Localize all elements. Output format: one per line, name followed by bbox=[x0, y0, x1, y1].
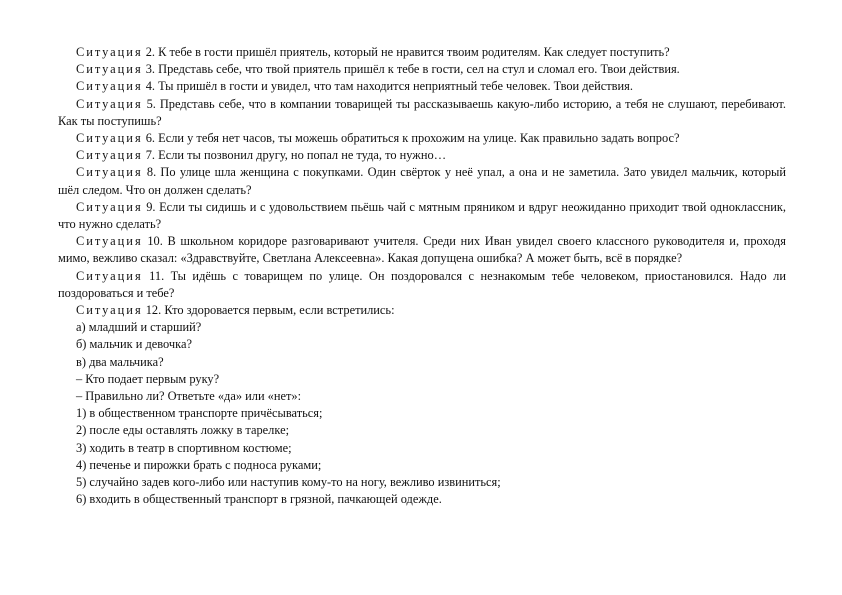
situation-text: 5. Представь себе, что в компании товарищей ты рассказываешь какую-либо историю, а тебя не слушают, перебивают. Как ты поступишь? bbox=[58, 96, 786, 128]
situation-10 bbox=[58, 233, 786, 267]
situation-9 bbox=[58, 199, 786, 233]
situation-3 bbox=[58, 61, 786, 78]
situation-text: 8. По улице шла женщина с покупками. Один свёрток у неё упал, а она и не заметила. Зато увидел мальчик, который шёл следом. Что он должен сделать? bbox=[58, 165, 786, 197]
situation-label: Ситуация bbox=[76, 268, 143, 283]
situation-8 bbox=[58, 164, 786, 198]
situation-4 bbox=[58, 78, 786, 95]
situation-label: Ситуация bbox=[76, 148, 143, 163]
situation-label: Ситуация bbox=[76, 234, 143, 249]
situation-label: Ситуация bbox=[76, 62, 143, 77]
list-item: 4) печенье и пирожки брать с подноса руками; bbox=[76, 457, 322, 472]
list-item: в) два мальчика? bbox=[76, 354, 164, 369]
situation-label: Ситуация bbox=[76, 79, 143, 94]
list-item: 2) после еды оставлять ложку в тарелке; bbox=[76, 423, 290, 438]
list-item: 6) входить в общественный транспорт в грязной, пачкающей одежде. bbox=[76, 492, 442, 507]
situation-7 bbox=[58, 147, 786, 164]
situation-text: 4. Ты пришёл в гости и увидел, что там находится неприятный тебе человек. Твои действия. bbox=[142, 79, 633, 94]
situation-6 bbox=[58, 130, 786, 147]
list-item: – Кто подает первым руку? bbox=[76, 371, 220, 386]
situation-text: 3. Представь себе, что твой приятель пришёл к тебе в гости, сел на стул и сломал его. Твои действия. bbox=[142, 62, 680, 77]
situation-text: 2. К тебе в гости пришёл приятель, который не нравится твоим родителям. Как следует поступить? bbox=[142, 45, 670, 59]
document-page bbox=[58, 44, 786, 508]
situation-5 bbox=[58, 96, 786, 130]
situation-label: Ситуация bbox=[76, 165, 143, 180]
situation-2 bbox=[58, 44, 786, 61]
list-item: 1) в общественном транспорте причёсываться; bbox=[76, 406, 323, 421]
situation-text: 12. Кто здоровается первым, если встретились: bbox=[142, 303, 395, 318]
list-item: б) мальчик и девочка? bbox=[76, 337, 192, 352]
situation-label: Ситуация bbox=[76, 303, 143, 318]
list-item: – Правильно ли? Ответьте «да» или «нет»: bbox=[76, 389, 302, 404]
situation-label: Ситуация bbox=[76, 45, 143, 59]
situation-text: 9. Если ты сидишь и с удовольствием пьёшь чай с мятным пряником и вдруг неожиданно приходит твой одноклассник, что нужно сделать? bbox=[58, 199, 786, 232]
list-item: а) младший и старший? bbox=[76, 320, 202, 335]
situation-text: 10. В школьном коридоре разговаривают учителя. Среди них Иван увидел своего классного руководителя и, проходя мимо, вежливо сказал: «Здравствуйте, Светлана Алексеевна». Какая допущена ошибка? А может быть, всё в порядке? bbox=[58, 234, 786, 266]
situation-text: 11. Ты идёшь с товарищем по улице. Он поздоровался с незнакомым тебе человеком, приостановился. Надо ли поздороваться и тебе? bbox=[58, 268, 786, 300]
list-item: 3) ходить в театр в спортивном костюме; bbox=[76, 440, 292, 455]
situation-text: 6. Если у тебя нет часов, ты можешь обратиться к прохожим на улице. Как правильно задать вопрос? bbox=[142, 131, 680, 146]
situation-11 bbox=[58, 268, 786, 302]
situation-text: 7. Если ты позвонил другу, но попал не туда, то нужно… bbox=[142, 148, 447, 163]
situation-12 bbox=[58, 302, 786, 319]
situation-label: Ситуация bbox=[76, 131, 143, 146]
situation-label: Ситуация bbox=[76, 96, 143, 111]
list-item: 5) случайно задев кого-либо или наступив кому-то на ногу, вежливо извиниться; bbox=[76, 475, 501, 490]
situation-label: Ситуация bbox=[76, 199, 143, 214]
